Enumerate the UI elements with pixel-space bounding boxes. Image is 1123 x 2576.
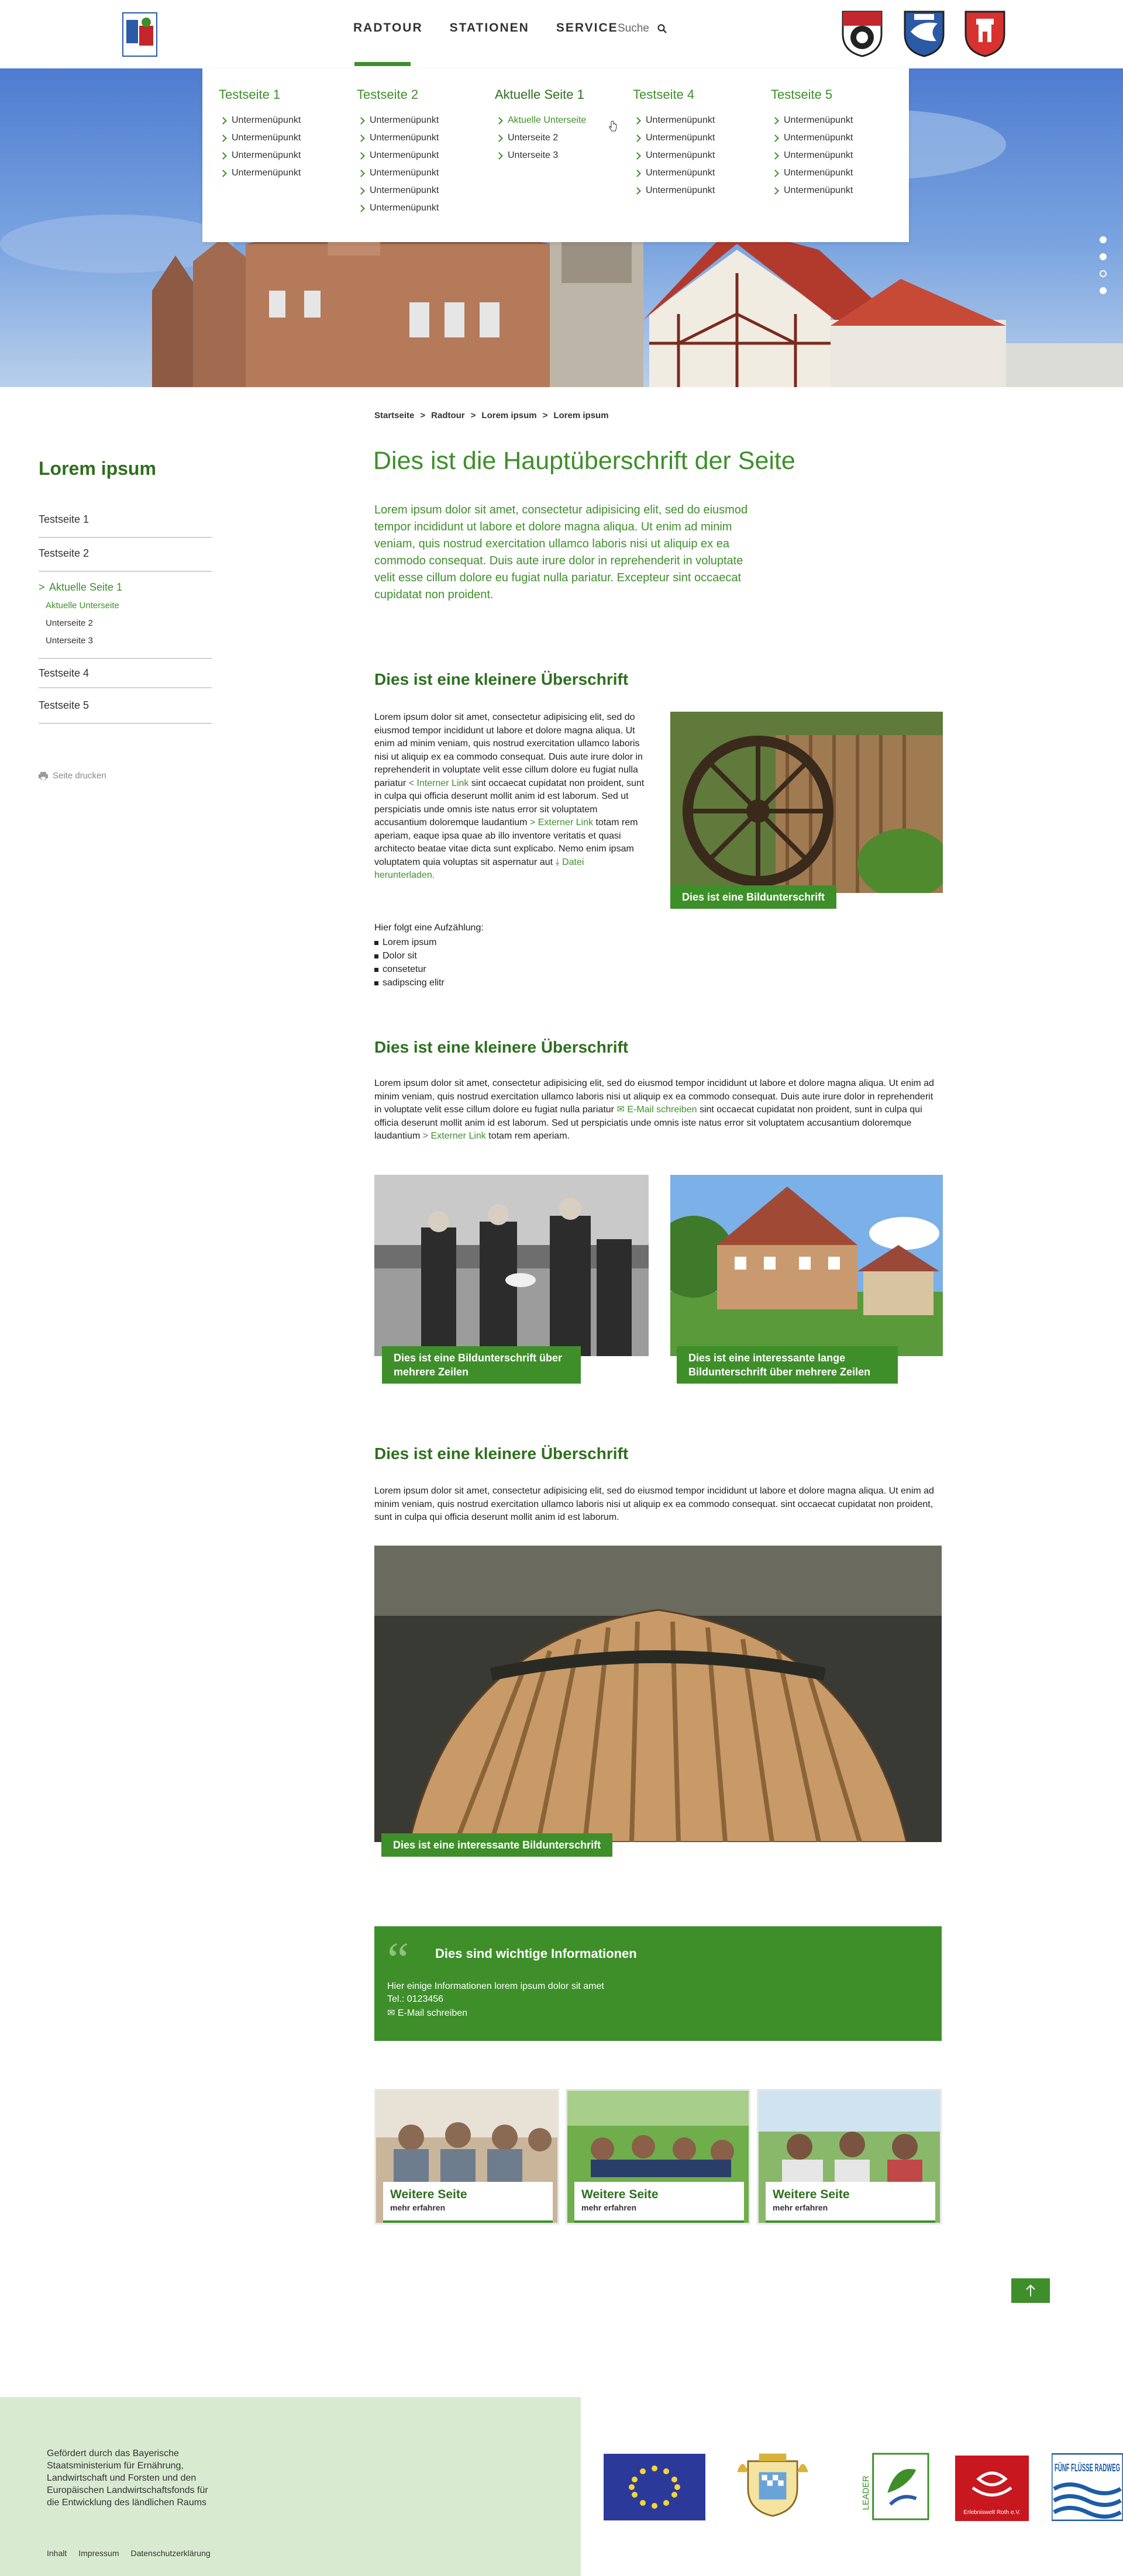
email-link[interactable]: [616, 1105, 697, 1115]
eu-flag-logo[interactable]: [604, 2453, 705, 2521]
footer-link-impressum[interactable]: Impressum: [78, 2549, 119, 2558]
search-label[interactable]: Suche: [618, 22, 649, 35]
megamenu-item[interactable]: Untermenüpunkt: [771, 147, 909, 164]
quote-icon: “: [387, 1933, 409, 1987]
back-to-top-button[interactable]: [1011, 2278, 1050, 2303]
footer-link-datenschutz[interactable]: Datenschutzerklärung: [130, 2549, 211, 2558]
megamenu-title[interactable]: Testseite 1: [219, 87, 281, 102]
historic-photo: [374, 1175, 649, 1356]
mega-menu: [202, 68, 909, 242]
printer-icon: [39, 772, 48, 780]
teaser-title[interactable]: Weitere Seite: [773, 2188, 850, 2201]
section-heading: Dies ist eine kleinere Überschrift: [374, 1444, 629, 1463]
teaser-label[interactable]: [574, 2182, 744, 2224]
breadcrumb-item: Lorem ipsum: [553, 411, 609, 420]
internal-link[interactable]: < Interner Link: [408, 778, 469, 788]
teaser-subtitle[interactable]: mehr erfahren: [581, 2203, 637, 2212]
list-intro: Hier folgt eine Aufzählung:: [374, 923, 484, 933]
megamenu-item[interactable]: Untermenüpunkt: [633, 164, 771, 182]
download-icon: ⤓: [555, 857, 560, 867]
megamenu-item[interactable]: Untermenüpunkt: [219, 129, 357, 147]
megamenu-item[interactable]: Untermenüpunkt: [771, 129, 909, 147]
sidebar-subitem[interactable]: Unterseite 2: [46, 618, 93, 628]
teaser-subtitle[interactable]: mehr erfahren: [773, 2203, 828, 2212]
breadcrumb-separator: >: [420, 411, 426, 420]
sidebar-item-testseite-5[interactable]: Testseite 5: [39, 699, 212, 724]
header: [0, 0, 1123, 68]
sidebar-subitem-current[interactable]: Aktuelle Unterseite: [46, 601, 119, 611]
megamenu-item[interactable]: Untermenüpunkt: [771, 164, 909, 182]
megamenu-title[interactable]: Testseite 5: [771, 87, 833, 102]
mouse-cursor-icon: [608, 120, 618, 132]
section3-text: Lorem ipsum dolor sit amet, consectetur adipisicing elit, sed do eiusmod tempor incididunt ut labore et dolore magna aliqua. Ut enim ad minim veniam, quis nostrud exercitation ullamco laboris nisi ut aliquip ex ea commodo consequat. sint occaecat cupidatat non proident, sunt in culpa qui officia deserunt mollit anim id est laborum.: [374, 1486, 934, 1522]
intro-text: Lorem ipsum dolor sit amet, consectetur adipisicing elit, sed do eiusmod tempor incididunt ut labore et dolore magna aliqua. Ut enim ad minim veniam, quis nostrud exercitation ullamco laboris nisi ut aliquip ex ea commodo consequat. Duis aute irure dolor in reprehenderit in voluptate velit esse cillum dolore eu fugiat nulla pariatur. Excepteur sint occaecat cupidatat non proident.: [374, 504, 748, 601]
charcoal-kiln-photo: [374, 1546, 942, 1842]
radweg-logo-text: FÜNF FLÜSSE RADWEG: [1055, 2462, 1120, 2474]
nav-stationen[interactable]: STATIONEN: [449, 21, 529, 35]
info-email-label[interactable]: E-Mail schreiben: [397, 2008, 468, 2018]
megamenu-item[interactable]: Untermenüpunkt: [357, 129, 495, 147]
section1-text: [374, 711, 645, 882]
megamenu-item[interactable]: Untermenüpunkt: [357, 164, 495, 182]
info-text: Hier einige Informationen lorem ipsum dolor sit amet: [387, 1981, 604, 1991]
leader-logo-text: LEADER: [861, 2475, 871, 2511]
breadcrumb-item[interactable]: Startseite: [374, 411, 415, 420]
info-phone: Tel.: 0123456: [387, 1994, 444, 2004]
download-link-label[interactable]: Datei herunterladen.: [374, 857, 584, 880]
megamenu-column: [357, 87, 495, 242]
teaser-label[interactable]: [383, 2182, 553, 2224]
bavaria-coat-of-arms-logo[interactable]: [729, 2450, 817, 2518]
text-fragment: totam rem aperiam, eaque ipsa quae ab illo inventore veritatis et quasi architecto beatae vitae dicta sunt explicabo. Nemo enim ipsam voluptatem quia voluptas sit aspernatur aut: [374, 818, 638, 867]
teaser-title[interactable]: Weitere Seite: [581, 2188, 659, 2201]
chevron-right-icon: >: [39, 581, 45, 593]
info-title: Dies sind wichtige Informationen: [435, 1946, 637, 1961]
sidebar-item-testseite-4[interactable]: Testseite 4: [39, 667, 212, 688]
slider-dot-3[interactable]: [1100, 270, 1107, 277]
megamenu-item[interactable]: Untermenüpunkt: [633, 112, 771, 129]
megamenu-title[interactable]: Testseite 4: [633, 87, 695, 102]
main-nav: [353, 21, 645, 44]
megamenu-item[interactable]: Unterseite 2: [495, 129, 633, 147]
megamenu-title[interactable]: Testseite 2: [357, 87, 419, 102]
megamenu-item[interactable]: Untermenüpunkt: [357, 182, 495, 199]
image-caption: Dies ist eine interessante Bildunterschrift: [381, 1833, 612, 1857]
print-label[interactable]: Seite drucken: [53, 771, 106, 781]
text-fragment: sint occaecat cupidatat non proident, sunt in culpa qui officia deserunt mollit anim id est laborum. Sed ut perspiciatis unde omnis iste natus error sit voluptatem accusantium doloremque laudantium: [374, 1105, 922, 1141]
section2-text: [374, 1077, 942, 1143]
megamenu-title[interactable]: Aktuelle Seite 1: [495, 87, 584, 102]
teaser-title[interactable]: Weitere Seite: [390, 2188, 467, 2201]
breadcrumb-item[interactable]: Radtour: [431, 411, 465, 420]
megamenu-column: [633, 87, 771, 242]
sidebar-item-testseite-1[interactable]: Testseite 1: [39, 513, 212, 538]
external-link[interactable]: > Externer Link: [529, 818, 593, 827]
footer-link-inhalt[interactable]: Inhalt: [47, 2549, 67, 2558]
bullet-list: [374, 936, 445, 989]
farmhouse-photo: [670, 1175, 943, 1356]
erlebniswelt-logo-text: Erlebniswelt Roth e.V.: [963, 2509, 1021, 2516]
nav-service[interactable]: SERVICE: [556, 21, 618, 35]
coat-of-arms-2-icon[interactable]: [902, 8, 946, 57]
arrow-up-icon: [1025, 2284, 1036, 2297]
megamenu-item-current[interactable]: Aktuelle Unterseite: [495, 112, 633, 129]
megamenu-column: [495, 87, 633, 242]
megamenu-item[interactable]: Untermenüpunkt: [219, 112, 357, 129]
page-title: Dies ist die Hauptüberschrift der Seite: [373, 447, 795, 475]
slider-dot-4[interactable]: [1100, 287, 1107, 294]
list-item: Lorem ipsum: [374, 936, 445, 949]
megamenu-item[interactable]: Untermenüpunkt: [357, 147, 495, 164]
site-logo[interactable]: [112, 8, 160, 58]
breadcrumb-item[interactable]: Lorem ipsum: [481, 411, 537, 420]
coat-of-arms-3-icon[interactable]: [963, 8, 1007, 57]
megamenu-item[interactable]: Untermenüpunkt: [219, 147, 357, 164]
teaser-card[interactable]: [374, 2089, 559, 2225]
erlebniswelt-roth-logo[interactable]: [955, 2454, 1029, 2522]
breadcrumb-separator: >: [542, 411, 548, 420]
print-page-link[interactable]: [39, 771, 106, 781]
section-heading: Dies ist eine kleinere Überschrift: [374, 670, 629, 688]
text-fragment: totam rem aperiam.: [488, 1131, 570, 1141]
teaser-card[interactable]: [566, 2089, 750, 2225]
image-caption: Dies ist eine Bildunterschrift: [670, 885, 836, 909]
text-fragment: sint occaecat cupidatat non proident, sunt in culpa qui officia deserunt mollit anim id est laborum. Sed ut perspiciatis unde omnis iste natus error sit voluptatem accusantium doloremque laudantium: [374, 778, 645, 827]
megamenu-item[interactable]: Untermenüpunkt: [771, 112, 909, 129]
section-heading: Dies ist eine kleinere Überschrift: [374, 1038, 629, 1056]
sidebar-item-testseite-2[interactable]: Testseite 2: [39, 547, 212, 572]
image-caption: Dies ist eine interessante lange Bildunterschrift über mehrere Zeilen: [677, 1346, 898, 1384]
email-link-label[interactable]: E-Mail schreiben: [627, 1105, 697, 1115]
teaser-label[interactable]: [766, 2182, 935, 2224]
slider-dot-1[interactable]: [1100, 236, 1107, 243]
info-box: [374, 1926, 942, 2041]
coat-of-arms-1-icon[interactable]: [840, 8, 884, 57]
slider-dot-2[interactable]: [1100, 253, 1107, 260]
sidebar-subitem[interactable]: Unterseite 3: [46, 636, 93, 646]
sidebar-item-label[interactable]: Aktuelle Seite 1: [49, 581, 123, 593]
leader-logo[interactable]: [861, 2453, 931, 2520]
megamenu-column: [219, 87, 357, 242]
fuenf-fluesse-radweg-logo[interactable]: [1052, 2453, 1123, 2521]
info-email-link[interactable]: [387, 2007, 467, 2019]
megamenu-column: [771, 87, 909, 242]
mail-icon: ✉: [616, 1105, 625, 1115]
search[interactable]: [618, 22, 667, 35]
megamenu-item[interactable]: Untermenüpunkt: [633, 129, 771, 147]
megamenu-item[interactable]: Untermenüpunkt: [357, 112, 495, 129]
breadcrumb-separator: >: [470, 411, 476, 420]
funding-text: Gefördert durch das Bayerische Staatsministerium für Ernährung, Landwirtschaft und Forsten und den Europäischen Landwirtschaftsfonds für die Entwicklung des ländlichen Raums: [47, 2449, 208, 2508]
image-caption: Dies ist eine Bildunterschrift über mehrere Zeilen: [382, 1346, 581, 1384]
list-item: Dolor sit: [374, 949, 445, 963]
megamenu-item[interactable]: Untermenüpunkt: [771, 182, 909, 199]
megamenu-item[interactable]: Untermenüpunkt: [357, 199, 495, 217]
sidebar-title: Lorem ipsum: [39, 458, 156, 479]
watermill-image: [670, 712, 943, 893]
footer-links: [47, 2549, 211, 2558]
megamenu-item[interactable]: Unterseite 3: [495, 147, 633, 164]
breadcrumb: [374, 411, 609, 420]
text-fragment: Lorem ipsum dolor sit amet, consectetur adipisicing elit, sed do eiusmod tempor incididunt ut labore et dolore magna aliqua. Ut enim ad minim veniam, quis nostrud exercitation ullamco laboris nisi ut aliquip ex ea commodo consequat. Duis aute irure dolor in reprehenderit in voluptate velit esse cillum dolore eu fugiat nulla pariatur: [374, 712, 643, 788]
text-fragment: Lorem ipsum dolor sit amet, consectetur adipisicing elit, sed do eiusmod tempor incididunt ut labore et dolore magna aliqua. Ut enim ad minim veniam, quis nostrud exercitation ullamco laboris nisi ut aliquip ex ea commodo consequat. Duis aute irure dolor in reprehenderit in voluptate velit esse cillum dolore eu fugiat nulla pariatur: [374, 1078, 934, 1115]
mail-icon: ✉: [387, 2008, 395, 2018]
search-icon[interactable]: [657, 24, 667, 33]
teaser-card[interactable]: [757, 2089, 942, 2225]
teaser-subtitle[interactable]: mehr erfahren: [390, 2203, 446, 2212]
megamenu-item[interactable]: Untermenüpunkt: [219, 164, 357, 182]
list-item: sadipscing elitr: [374, 976, 445, 989]
megamenu-item[interactable]: Untermenüpunkt: [633, 147, 771, 164]
megamenu-item[interactable]: Untermenüpunkt: [633, 182, 771, 199]
external-link[interactable]: > Externer Link: [422, 1131, 486, 1141]
nav-radtour[interactable]: RADTOUR: [353, 21, 423, 44]
list-item: consetetur: [374, 963, 445, 976]
